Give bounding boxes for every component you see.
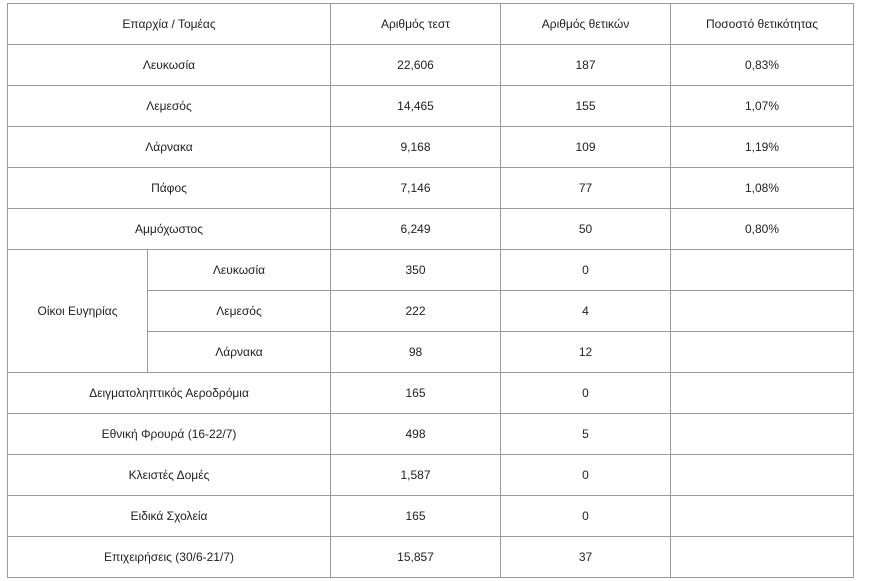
tests-count: 98 xyxy=(331,332,501,373)
care-home-district: Λάρνακα xyxy=(148,332,331,373)
positivity-rate xyxy=(671,537,854,578)
table-header-row xyxy=(8,4,854,45)
header-positives: Αριθμός θετικών xyxy=(501,4,671,45)
region-name: Λάρνακα xyxy=(8,127,331,168)
sector-name: Επιχειρήσεις (30/6-21/7) xyxy=(8,537,331,578)
tests-count: 222 xyxy=(331,291,501,332)
tests-count: 498 xyxy=(331,414,501,455)
positives-count: 0 xyxy=(501,250,671,291)
positivity-rate xyxy=(671,455,854,496)
tests-count: 6,249 xyxy=(331,209,501,250)
sector-name: Ειδικά Σχολεία xyxy=(8,496,331,537)
positives-count: 187 xyxy=(501,45,671,86)
care-home-district: Λεμεσός xyxy=(148,291,331,332)
positives-count: 0 xyxy=(501,455,671,496)
positivity-rate xyxy=(671,291,854,332)
tests-count: 165 xyxy=(331,496,501,537)
positivity-rate: 0,83% xyxy=(671,45,854,86)
table-row xyxy=(8,168,854,209)
positives-count: 4 xyxy=(501,291,671,332)
positives-count: 0 xyxy=(501,496,671,537)
positivity-rate: 1,19% xyxy=(671,127,854,168)
tests-count: 7,146 xyxy=(331,168,501,209)
region-name: Λεμεσός xyxy=(8,86,331,127)
region-name: Αμμόχωστος xyxy=(8,209,331,250)
positivity-rate: 1,08% xyxy=(671,168,854,209)
tests-count: 350 xyxy=(331,250,501,291)
positives-count: 77 xyxy=(501,168,671,209)
tests-count: 9,168 xyxy=(331,127,501,168)
positivity-rate xyxy=(671,250,854,291)
region-name: Πάφος xyxy=(8,168,331,209)
tests-count: 22,606 xyxy=(331,45,501,86)
table-row xyxy=(8,414,854,455)
positivity-rate xyxy=(671,373,854,414)
table-row xyxy=(8,537,854,578)
table-row xyxy=(8,250,854,291)
sector-name: Κλειστές Δομές xyxy=(8,455,331,496)
positivity-rate: 1,07% xyxy=(671,86,854,127)
positives-count: 0 xyxy=(501,373,671,414)
positives-count: 37 xyxy=(501,537,671,578)
header-positivity-rate: Ποσοστό θετικότητας xyxy=(671,4,854,45)
tests-count: 1,587 xyxy=(331,455,501,496)
positivity-rate xyxy=(671,414,854,455)
positives-count: 50 xyxy=(501,209,671,250)
table-row xyxy=(8,496,854,537)
positives-count: 155 xyxy=(501,86,671,127)
table-row xyxy=(8,373,854,414)
sector-name: Δειγματοληπτικός Αεροδρόμια xyxy=(8,373,331,414)
sector-name: Εθνική Φρουρά (16-22/7) xyxy=(8,414,331,455)
table-row xyxy=(8,455,854,496)
positivity-rate xyxy=(671,332,854,373)
care-homes-group-label: Οίκοι Ευγηρίας xyxy=(8,250,148,373)
table-row xyxy=(8,127,854,168)
positives-count: 5 xyxy=(501,414,671,455)
tests-count: 165 xyxy=(331,373,501,414)
tests-count: 14,465 xyxy=(331,86,501,127)
positivity-rate xyxy=(671,496,854,537)
table-row xyxy=(8,45,854,86)
header-tests: Αριθμός τεστ xyxy=(331,4,501,45)
table-row xyxy=(8,209,854,250)
care-home-district: Λευκωσία xyxy=(148,250,331,291)
tests-count: 15,857 xyxy=(331,537,501,578)
header-region: Επαρχία / Τομέας xyxy=(8,4,331,45)
region-name: Λευκωσία xyxy=(8,45,331,86)
positives-count: 109 xyxy=(501,127,671,168)
testing-statistics-table xyxy=(7,3,854,578)
positives-count: 12 xyxy=(501,332,671,373)
positivity-rate: 0,80% xyxy=(671,209,854,250)
table-row xyxy=(8,86,854,127)
